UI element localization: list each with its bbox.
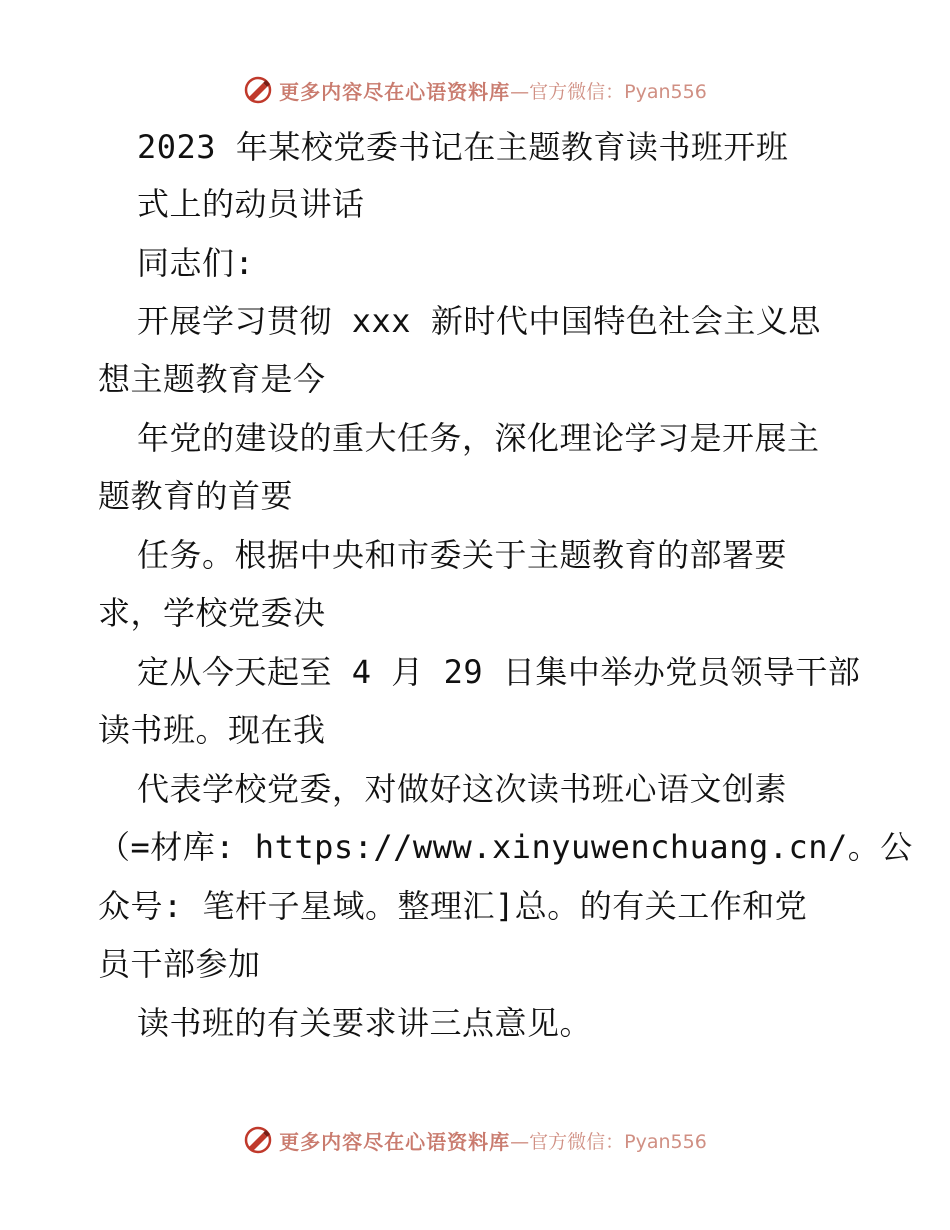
paragraph-line: 读书班的有关要求讲三点意见。 (137, 1004, 593, 1042)
paragraph-line: 读书班。现在我 (98, 711, 326, 749)
paragraph-line: 任务。根据中央和市委关于主题教育的部署要 (137, 536, 788, 574)
paragraph-line: 开展学习贯彻 xxx 新时代中国特色社会主义思 (137, 302, 821, 340)
watermark-main-text: 更多内容尽在心语资料库 (279, 1129, 511, 1154)
paragraph-line: 题教育的首要 (98, 477, 294, 515)
title-line-2: 式上的动员讲话 (137, 185, 365, 223)
footer-watermark (0, 1120, 950, 1160)
paragraph-line: 想主题教育是今 (98, 360, 326, 398)
paragraph-line: 员干部参加 (98, 945, 261, 983)
paragraph-line: 众号: 笔杆子星域。整理汇]总。的有关工作和党 (98, 887, 808, 925)
paragraph-line: 年党的建设的重大任务，深化理论学习是开展主 (137, 419, 820, 457)
paragraph-line: 代表学校党委，对做好这次读书班心语文创素 (137, 770, 788, 808)
title-line-1: 2023 年某校党委书记在主题教育读书班开班 (137, 128, 789, 166)
pen-logo-icon (243, 1125, 273, 1155)
watermark-contact-text: —官方微信：Pyan556 (510, 1130, 707, 1153)
paragraph-line: 定从今天起至 4 月 29 日集中举办党员领导干部 (137, 653, 861, 691)
paragraph-line: 求，学校党委决 (98, 594, 326, 632)
paragraph-line: （=材库: https://www.xinyuwenchuang.cn/。公 (98, 828, 913, 866)
watermark-contact-text: —官方微信：Pyan556 (510, 80, 707, 103)
watermark-main-text: 更多内容尽在心语资料库 (279, 79, 511, 104)
salutation: 同志们: (137, 244, 255, 282)
